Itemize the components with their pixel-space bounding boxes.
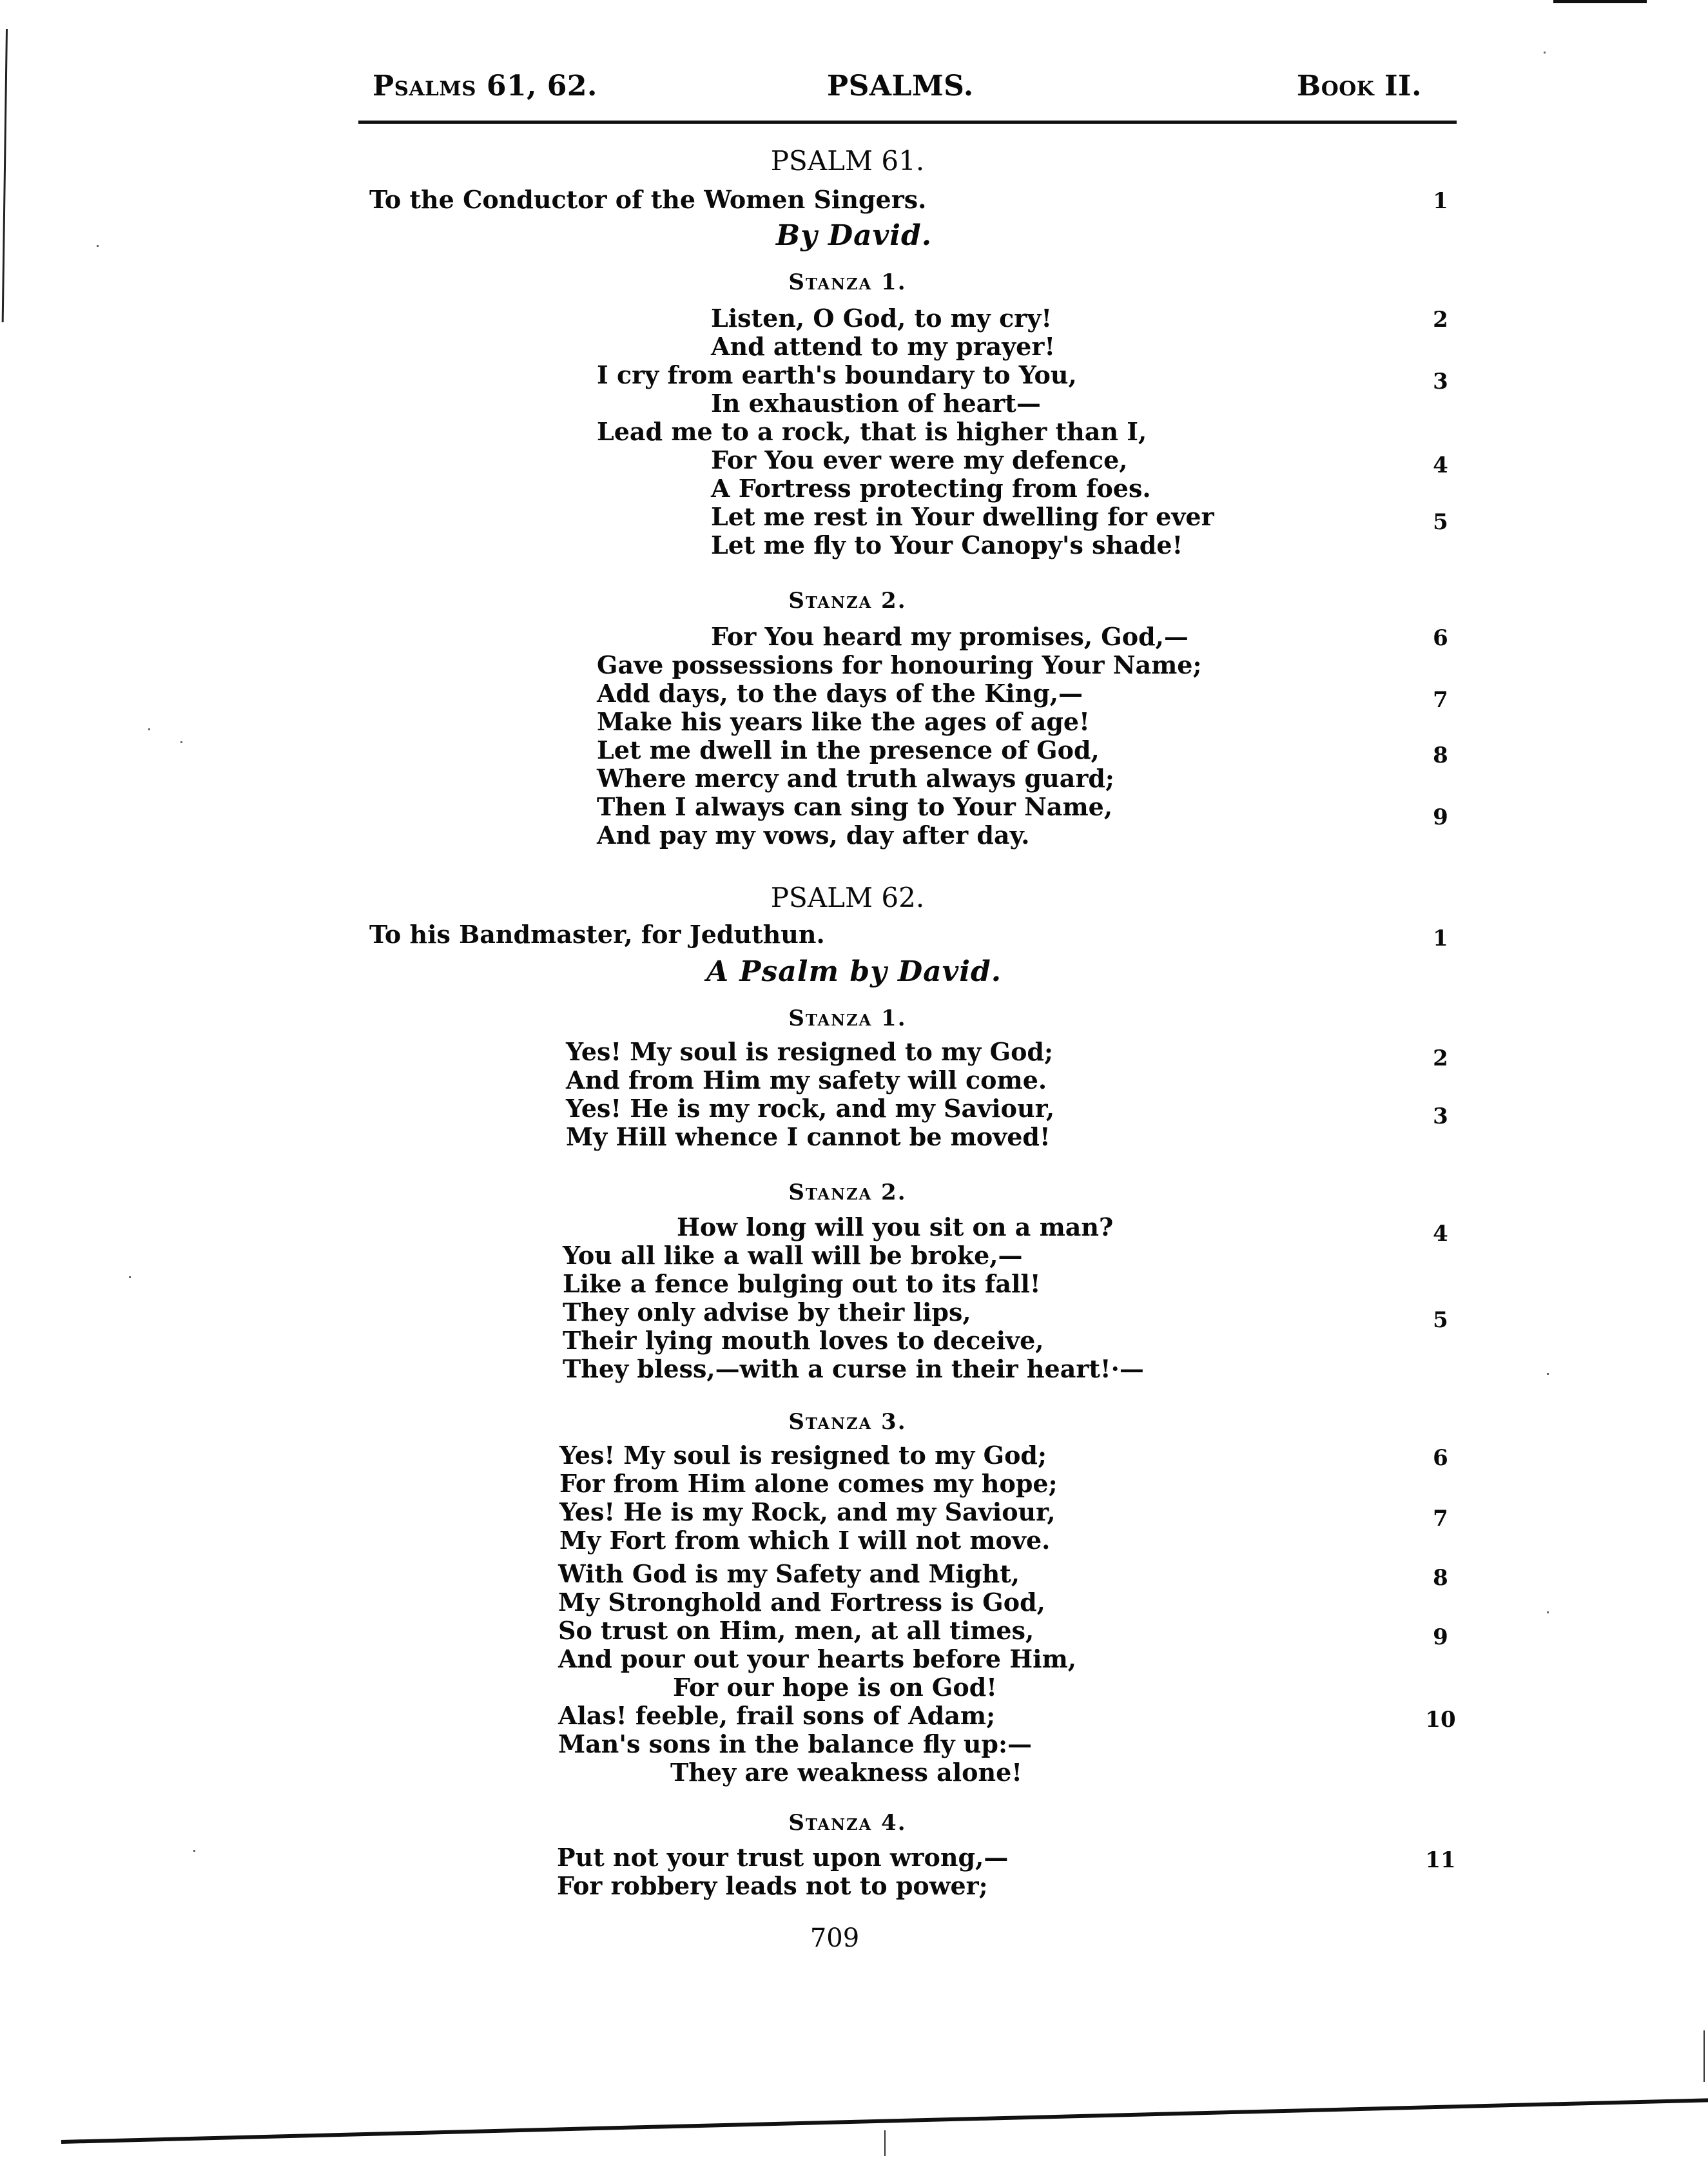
scan-speck — [1547, 1611, 1549, 1613]
verse-line: They only advise by their lips, — [563, 1298, 971, 1327]
stanza-heading: Stanza 3. — [788, 1409, 907, 1435]
page-number: 709 — [810, 1923, 860, 1953]
verse-line: Alas! feeble, frail sons of Adam; — [558, 1701, 996, 1730]
stanza-heading: Stanza 1. — [788, 1006, 907, 1031]
verse-line: Like a fence bulging out to its fall! — [563, 1269, 1041, 1298]
verse-line: Let me dwell in the presence of God, — [597, 735, 1100, 764]
verse-number: 2 — [1433, 1045, 1448, 1071]
verse-line: With God is my Safety and Might, — [558, 1559, 1020, 1588]
stanza-heading: Stanza 2. — [788, 588, 907, 614]
verse-number: 9 — [1433, 804, 1448, 830]
verse-number: 1 — [1433, 926, 1448, 951]
verse-number: 6 — [1433, 1445, 1448, 1471]
verse-number: 5 — [1433, 509, 1448, 535]
verse-line: Listen, O God, to my cry! — [711, 304, 1053, 333]
stanza-heading: Stanza 2. — [788, 1180, 907, 1205]
verse-line: And attend to my prayer! — [711, 332, 1056, 361]
verse-line: Man's sons in the balance fly up:— — [558, 1729, 1033, 1758]
verse-line: A Fortress protecting from foes. — [711, 474, 1151, 503]
verse-line: For our hope is on God! — [673, 1673, 997, 1702]
verse-line: For You heard my promises, God,— — [711, 622, 1189, 651]
verse-line: They bless,—with a curse in their heart!·— — [563, 1354, 1144, 1383]
verse-line: Put not your trust upon wrong,— — [557, 1843, 1009, 1872]
running-header-left: Psalms 61, 62. — [373, 70, 597, 102]
psalm-62-attribution: A Psalm by David. — [706, 955, 1002, 988]
running-header-center: PSALMS. — [827, 70, 974, 102]
verse-line: Their lying mouth loves to deceive, — [563, 1326, 1044, 1355]
verse-number: 5 — [1433, 1307, 1448, 1333]
scan-speck — [193, 1850, 195, 1852]
psalm-62-superscription: To his Bandmaster, for Jeduthun. — [369, 920, 825, 949]
verse-number: 9 — [1433, 1624, 1448, 1650]
scan-fold-mark — [884, 2130, 886, 2156]
scan-speck — [180, 741, 182, 743]
verse-line: Yes! He is my rock, and my Saviour, — [566, 1094, 1055, 1123]
verse-line: Lead me to a rock, that is higher than I, — [597, 417, 1147, 446]
verse-line: They are weakness alone! — [670, 1758, 1022, 1787]
verse-line: Add days, to the days of the King,— — [597, 679, 1083, 708]
scan-edge-top-right — [1553, 0, 1647, 3]
psalm-61-title: PSALM 61. — [770, 145, 925, 177]
verse-line: I cry from earth's boundary to You, — [597, 360, 1077, 389]
header-rule — [358, 121, 1457, 124]
verse-line: For from Him alone comes my hope; — [559, 1469, 1058, 1498]
verse-line: For You ever were my defence, — [711, 445, 1128, 474]
verse-number: 3 — [1433, 369, 1448, 394]
verse-line: Gave possessions for honouring Your Name; — [597, 650, 1202, 679]
psalm-62-title: PSALM 62. — [770, 882, 925, 913]
verse-line: Let me fly to Your Canopy's shade! — [711, 530, 1183, 559]
verse-number: 7 — [1433, 1506, 1448, 1531]
verse-number: 10 — [1425, 1707, 1456, 1733]
scan-edge-right — [1703, 2030, 1705, 2082]
verse-line: Let me rest in Your dwelling for ever — [711, 502, 1214, 531]
verse-line: My Hill whence I cannot be moved! — [566, 1122, 1051, 1151]
verse-line: My Fort from which I will not move. — [559, 1526, 1051, 1555]
running-header-right: Book II. — [1297, 70, 1422, 102]
verse-line: Yes! My soul is resigned to my God; — [559, 1441, 1047, 1470]
verse-number: 1 — [1433, 188, 1448, 214]
verse-line: For robbery leads not to power; — [557, 1871, 988, 1900]
verse-number: 4 — [1433, 1221, 1448, 1247]
verse-number: 7 — [1433, 687, 1448, 713]
verse-line: Yes! My soul is resigned to my God; — [566, 1037, 1054, 1066]
verse-line: My Stronghold and Fortress is God, — [558, 1588, 1045, 1617]
stanza-heading: Stanza 1. — [788, 269, 907, 295]
verse-line: You all like a wall will be broke,— — [563, 1241, 1023, 1270]
verse-line: How long will you sit on a man? — [677, 1212, 1114, 1241]
verse-number: 6 — [1433, 625, 1448, 651]
scan-speck — [97, 245, 99, 247]
psalm-61-superscription: To the Conductor of the Women Singers. — [369, 185, 927, 214]
scan-speck — [1544, 52, 1546, 53]
scan-speck — [1547, 1373, 1549, 1375]
verse-number: 8 — [1433, 743, 1448, 768]
verse-line: Yes! He is my Rock, and my Saviour, — [559, 1497, 1056, 1526]
verse-line: Where mercy and truth always guard; — [597, 764, 1114, 793]
scan-speck — [148, 728, 150, 730]
verse-number: 11 — [1425, 1847, 1456, 1873]
verse-line: In exhaustion of heart— — [711, 389, 1041, 418]
verse-number: 2 — [1433, 307, 1448, 333]
verse-line: So trust on Him, men, at all times, — [558, 1616, 1034, 1645]
verse-line: And pour out your hearts before Him, — [558, 1644, 1077, 1673]
scan-speck — [129, 1276, 131, 1278]
stanza-heading: Stanza 4. — [788, 1810, 907, 1836]
verse-line: And pay my vows, day after day. — [597, 821, 1030, 850]
verse-number: 3 — [1433, 1104, 1448, 1129]
verse-line: Then I always can sing to Your Name, — [597, 792, 1113, 821]
psalm-61-attribution: By David. — [775, 219, 933, 252]
verse-line: And from Him my safety will come. — [566, 1065, 1047, 1094]
verse-number: 4 — [1433, 452, 1448, 478]
verse-number: 8 — [1433, 1565, 1448, 1591]
verse-line: Make his years like the ages of age! — [597, 707, 1090, 736]
